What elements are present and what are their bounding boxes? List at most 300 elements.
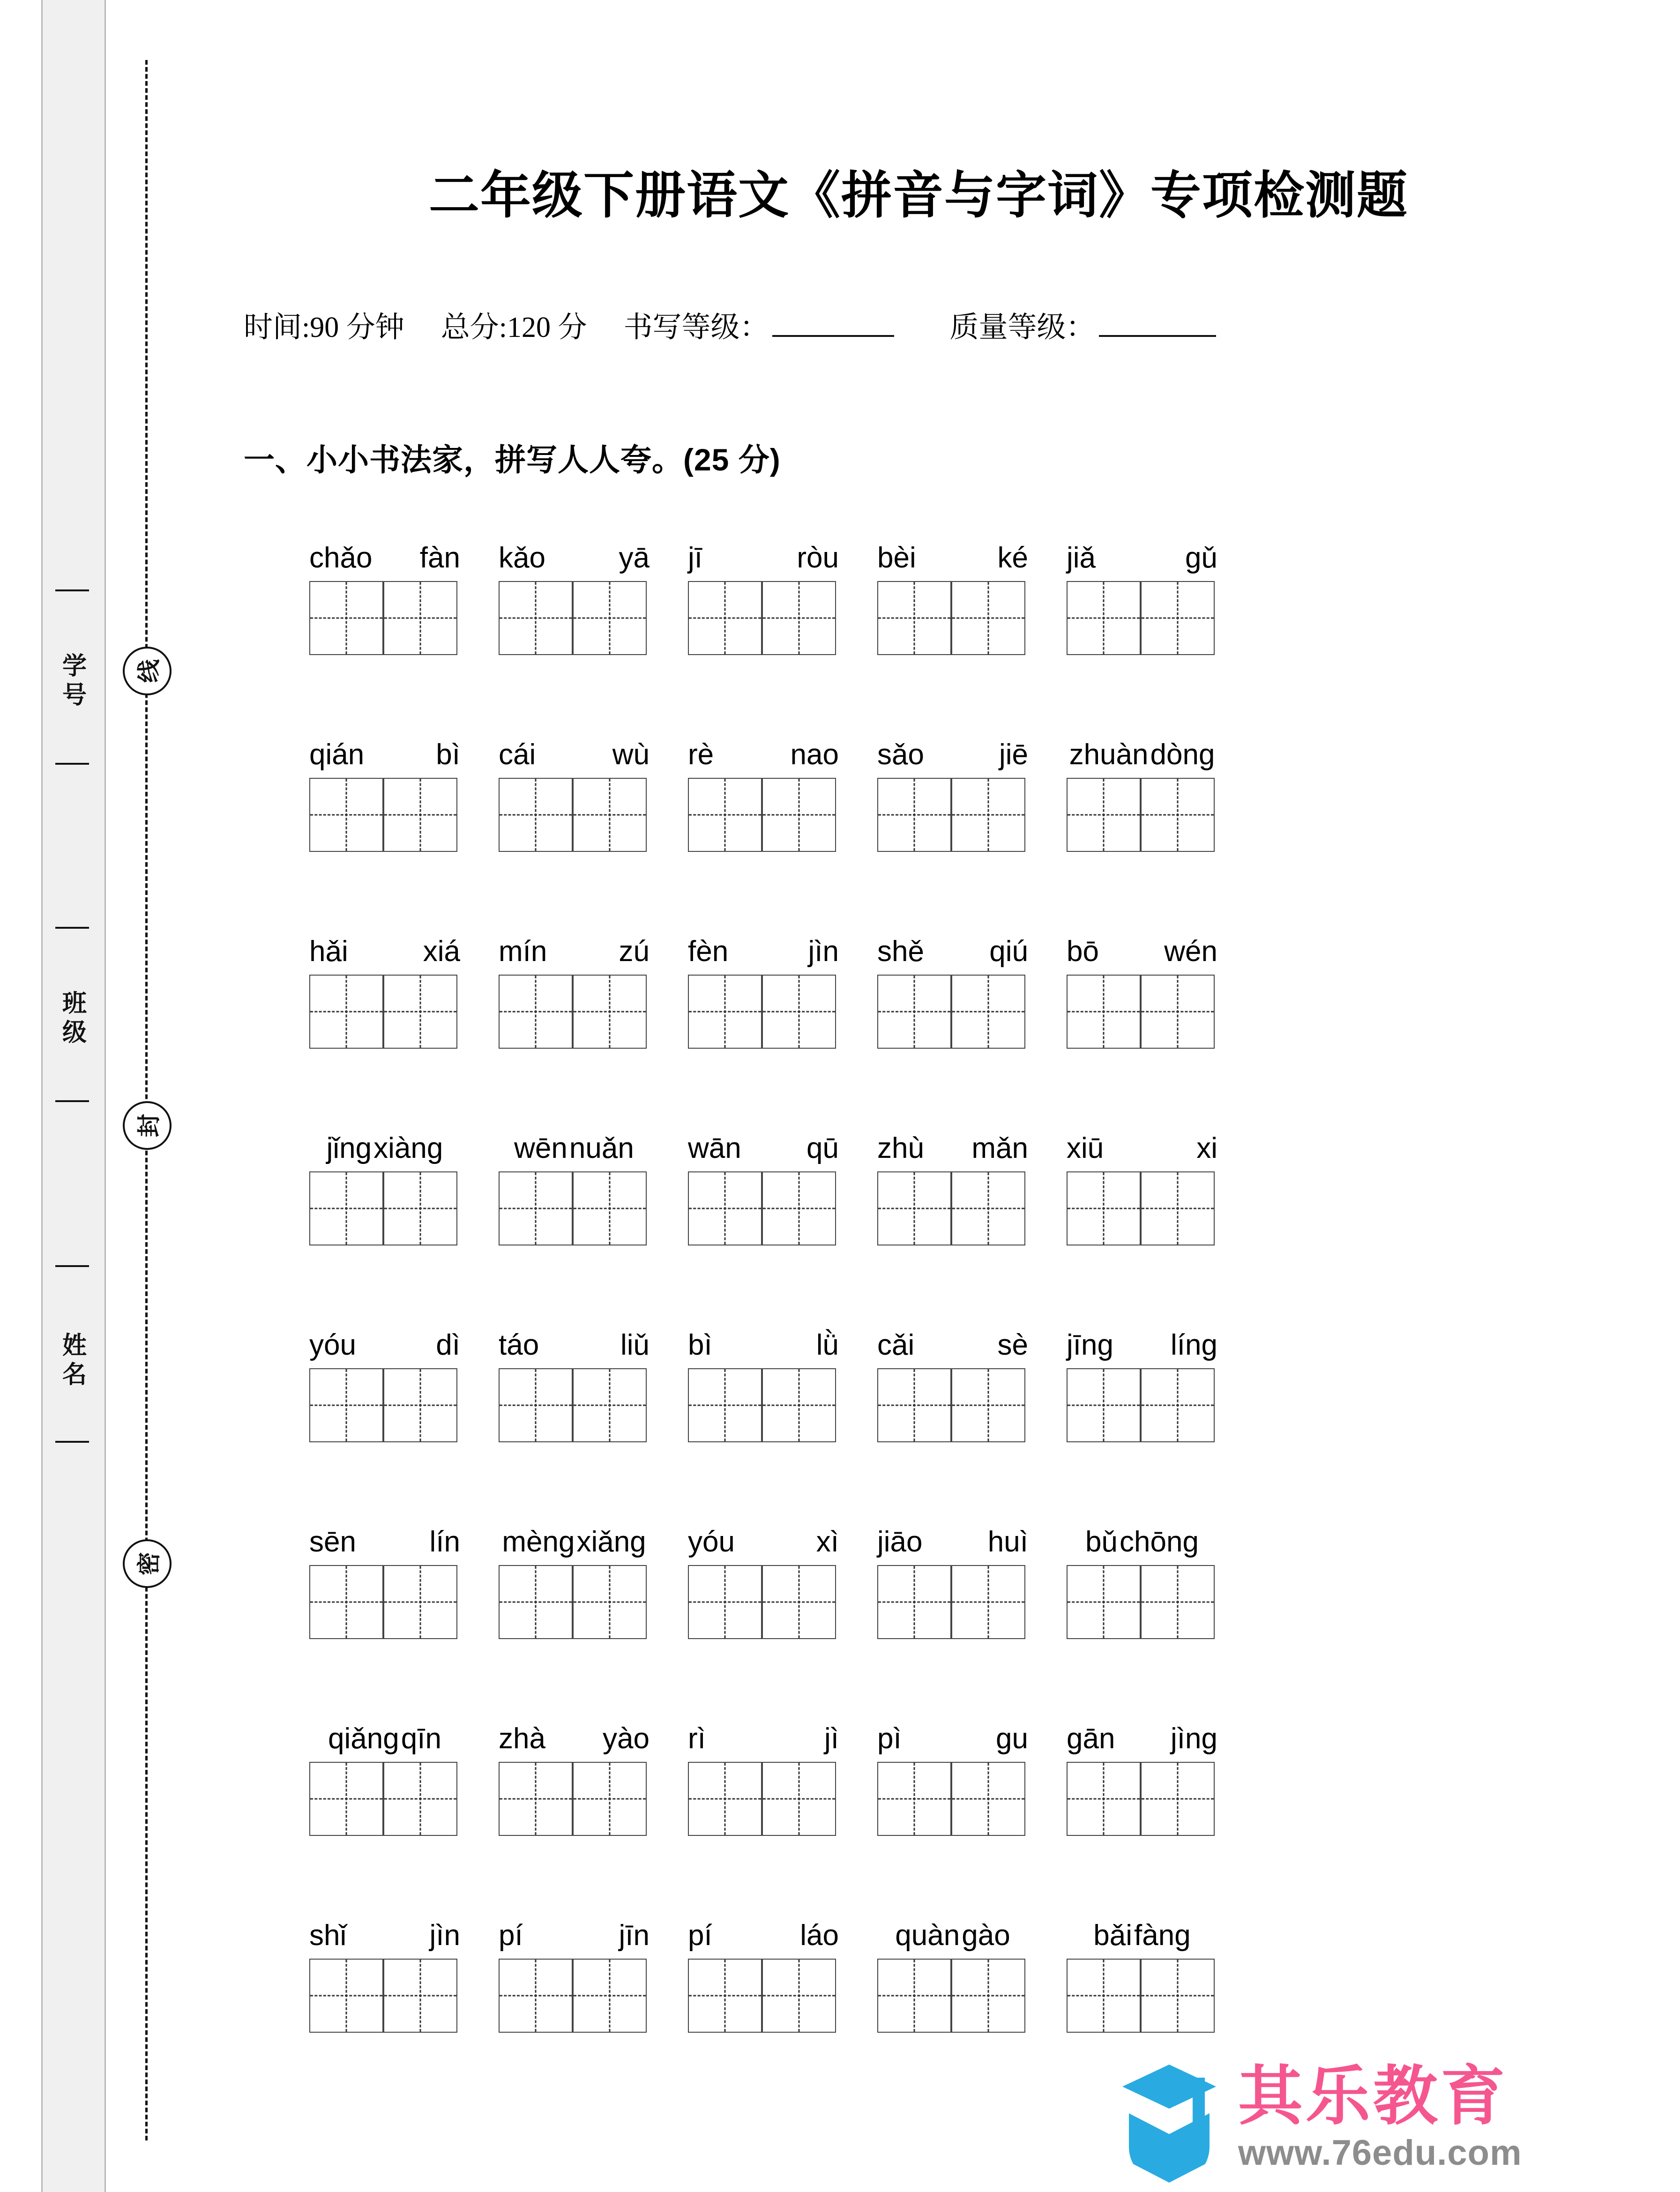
tianzige-cell[interactable] — [499, 1368, 573, 1442]
pinyin-syllable: nao — [790, 738, 839, 771]
pinyin-syllable: qū — [806, 1132, 839, 1164]
worksheet-page — [202, 0, 1654, 2192]
tianzige-box[interactable] — [1067, 1762, 1217, 1836]
tianzige-cell[interactable] — [383, 1565, 457, 1639]
tianzige-cell[interactable] — [383, 1171, 457, 1245]
pinyin-syllable: hǎi — [309, 935, 348, 968]
pinyin-syllable: ké — [997, 542, 1028, 574]
binding-strip — [41, 0, 106, 2192]
tianzige-cell[interactable] — [762, 1959, 836, 2033]
pinyin-syllable: yóu — [309, 1329, 356, 1361]
tianzige-cell[interactable] — [762, 1171, 836, 1245]
pinyin-label — [309, 529, 460, 576]
pinyin-syllable: jìn — [429, 1919, 460, 1952]
pinyin-syllable: líng — [1171, 1329, 1217, 1361]
tianzige-cell[interactable] — [762, 581, 836, 655]
pinyin-syllable: mǎn — [971, 1132, 1028, 1164]
tianzige-box[interactable] — [1067, 1565, 1217, 1639]
word-group — [1067, 1120, 1217, 1245]
pinyin-label — [877, 923, 1028, 970]
tianzige-cell[interactable] — [762, 1565, 836, 1639]
word-group — [1067, 1514, 1217, 1639]
pinyin-syllable: fàn — [419, 542, 460, 574]
tianzige-cell[interactable] — [309, 1368, 383, 1442]
tianzige-cell[interactable] — [1067, 581, 1141, 655]
pinyin-syllable: qiú — [989, 935, 1028, 968]
tianzige-cell[interactable] — [1141, 975, 1215, 1049]
pinyin-label — [499, 1120, 650, 1167]
pinyin-label — [309, 1710, 460, 1757]
tianzige-box[interactable] — [309, 581, 460, 655]
tianzige-cell[interactable] — [951, 1171, 1025, 1245]
exercise-row — [202, 923, 1654, 1120]
seal-dashed-line — [145, 60, 148, 2140]
tianzige-box[interactable] — [877, 1762, 1028, 1836]
pinyin-syllable: xiǎng — [576, 1526, 646, 1558]
pinyin-label — [877, 1710, 1028, 1757]
pinyin-syllable: jiāo — [877, 1526, 923, 1558]
tianzige-box[interactable] — [309, 1171, 460, 1245]
tianzige-cell[interactable] — [1141, 778, 1215, 852]
tianzige-cell[interactable] — [1067, 1959, 1141, 2033]
tianzige-cell[interactable] — [499, 778, 573, 852]
pinyin-label — [1067, 529, 1217, 576]
pinyin-syllable: bǎi — [1093, 1919, 1133, 1952]
word-group — [499, 923, 650, 1049]
pinyin-label — [688, 1317, 839, 1364]
tianzige-cell[interactable] — [383, 581, 457, 655]
quality-grade-label: 质量等级： — [949, 312, 1095, 343]
tianzige-box[interactable] — [309, 1959, 460, 2033]
tianzige-cell[interactable] — [1141, 1368, 1215, 1442]
pinyin-syllable: kǎo — [499, 542, 545, 574]
pinyin-syllable: nuǎn — [569, 1132, 634, 1164]
tianzige-cell[interactable] — [951, 1368, 1025, 1442]
tianzige-cell[interactable] — [762, 1762, 836, 1836]
pinyin-label — [877, 726, 1028, 773]
pinyin-syllable: qīn — [401, 1722, 441, 1755]
logo-text-block — [1238, 2060, 1522, 2173]
tianzige-cell[interactable] — [1067, 1368, 1141, 1442]
pinyin-label — [877, 1120, 1028, 1167]
tianzige-cell[interactable] — [688, 581, 762, 655]
tianzige-cell[interactable] — [309, 1762, 383, 1836]
sidebar-label-name: 姓名 — [58, 1332, 86, 1390]
pinyin-label — [499, 923, 650, 970]
word-group — [688, 1907, 839, 2033]
pinyin-syllable: gào — [962, 1919, 1010, 1952]
tianzige-cell[interactable] — [1067, 778, 1141, 852]
pinyin-syllable: mín — [499, 935, 547, 968]
logo-website-url: www.76edu.com — [1238, 2132, 1522, 2173]
tianzige-cell[interactable] — [951, 975, 1025, 1049]
seal-char-mi: 密 — [123, 1539, 172, 1588]
quality-grade-field[interactable] — [1099, 332, 1216, 337]
pinyin-syllable: bì — [688, 1329, 712, 1361]
tianzige-cell[interactable] — [1067, 1762, 1141, 1836]
pinyin-label — [499, 529, 650, 576]
word-group — [499, 726, 650, 852]
tianzige-cell[interactable] — [1067, 1171, 1141, 1245]
pinyin-label — [1067, 1907, 1217, 1954]
pinyin-syllable: jiǎ — [1067, 542, 1096, 574]
tianzige-box[interactable] — [1067, 1368, 1217, 1442]
writing-grade-field[interactable] — [772, 332, 894, 337]
tianzige-box[interactable] — [499, 778, 650, 852]
sidebar-rule — [55, 1441, 89, 1443]
pinyin-syllable: cǎi — [877, 1329, 915, 1361]
tianzige-cell[interactable] — [499, 1565, 573, 1639]
pinyin-syllable: jì — [824, 1722, 839, 1755]
pinyin-label — [688, 726, 839, 773]
pinyin-syllable: jīng — [1067, 1329, 1113, 1361]
pinyin-syllable: yào — [603, 1722, 650, 1755]
tianzige-cell[interactable] — [1141, 1959, 1215, 2033]
pinyin-syllable: shě — [877, 935, 924, 968]
tianzige-cell[interactable] — [762, 975, 836, 1049]
pinyin-syllable: jīn — [619, 1919, 650, 1952]
tianzige-box[interactable] — [1067, 1171, 1217, 1245]
tianzige-cell[interactable] — [1141, 1565, 1215, 1639]
tianzige-cell[interactable] — [499, 1959, 573, 2033]
tianzige-box[interactable] — [309, 1565, 460, 1639]
seal-char-feng: 封 — [123, 1101, 172, 1150]
tianzige-cell[interactable] — [877, 1762, 951, 1836]
word-group — [1067, 1710, 1217, 1836]
tianzige-cell[interactable] — [877, 1565, 951, 1639]
tianzige-cell[interactable] — [688, 975, 762, 1049]
tianzige-cell[interactable] — [951, 778, 1025, 852]
pinyin-syllable: jī — [688, 542, 702, 574]
tianzige-cell[interactable] — [383, 975, 457, 1049]
pinyin-label — [1067, 1514, 1217, 1560]
pinyin-label — [688, 1120, 839, 1167]
pinyin-syllable: mèng — [502, 1526, 575, 1558]
pinyin-syllable: bì — [436, 738, 460, 771]
tianzige-box[interactable] — [1067, 975, 1217, 1049]
word-group — [309, 1710, 460, 1836]
seal-char-xian: 线 — [123, 647, 172, 695]
pinyin-label — [877, 529, 1028, 576]
word-group — [877, 1514, 1028, 1639]
pinyin-label — [688, 1907, 839, 1954]
tianzige-box[interactable] — [499, 1762, 650, 1836]
tianzige-cell[interactable] — [1141, 1171, 1215, 1245]
pinyin-syllable: pì — [877, 1722, 902, 1755]
tianzige-box[interactable] — [688, 1171, 839, 1245]
logo-brand-name: 其乐教育 — [1238, 2060, 1508, 2133]
tianzige-cell[interactable] — [573, 1959, 647, 2033]
word-group — [1067, 1907, 1217, 2033]
tianzige-cell[interactable] — [688, 1959, 762, 2033]
word-group — [877, 726, 1028, 852]
pinyin-syllable: yā — [619, 542, 650, 574]
sidebar-rule — [55, 1265, 89, 1267]
tianzige-box[interactable] — [1067, 1959, 1217, 2033]
word-group — [688, 1120, 839, 1245]
tianzige-cell[interactable] — [499, 975, 573, 1049]
pinyin-syllable: sǎo — [877, 738, 924, 771]
pinyin-syllable: rè — [688, 738, 714, 771]
word-group — [309, 529, 460, 655]
pinyin-syllable: wān — [688, 1132, 741, 1164]
word-group — [1067, 726, 1217, 852]
watermark-logo — [1122, 2048, 1675, 2188]
tianzige-box[interactable] — [499, 1368, 650, 1442]
pinyin-syllable: chōng — [1120, 1526, 1199, 1558]
word-group — [499, 1907, 650, 2033]
cap-body-shape — [1129, 2113, 1210, 2183]
tianzige-box[interactable] — [877, 778, 1028, 852]
pinyin-syllable: sēn — [309, 1526, 356, 1558]
word-group — [688, 923, 839, 1049]
sidebar-rule — [55, 589, 89, 591]
tianzige-box[interactable] — [877, 1565, 1028, 1639]
tianzige-box[interactable] — [1067, 581, 1217, 655]
exam-time: 时间:90 分钟 — [244, 312, 404, 343]
pinyin-syllable: táo — [499, 1329, 539, 1361]
pinyin-syllable: bèi — [877, 542, 916, 574]
pinyin-syllable: xiū — [1067, 1132, 1104, 1164]
word-group — [1067, 529, 1217, 655]
tianzige-box[interactable] — [877, 1959, 1028, 2033]
word-group — [309, 1907, 460, 2033]
pinyin-label — [1067, 923, 1217, 970]
pinyin-syllable: rì — [688, 1722, 706, 1755]
tianzige-cell[interactable] — [951, 1762, 1025, 1836]
tianzige-cell[interactable] — [383, 1762, 457, 1836]
pinyin-label — [499, 1710, 650, 1757]
tianzige-box[interactable] — [499, 1959, 650, 2033]
pinyin-syllable: qiǎng — [328, 1722, 399, 1755]
pinyin-syllable: sè — [997, 1329, 1028, 1361]
tianzige-box[interactable] — [877, 1171, 1028, 1245]
tianzige-box[interactable] — [309, 975, 460, 1049]
pinyin-syllable: zhà — [499, 1722, 545, 1755]
tianzige-cell[interactable] — [499, 1171, 573, 1245]
tianzige-box[interactable] — [688, 1762, 839, 1836]
pinyin-label — [688, 1710, 839, 1757]
tianzige-cell[interactable] — [762, 778, 836, 852]
sidebar-label-student-number: 学号 — [58, 653, 86, 711]
pinyin-syllable: bǔ — [1085, 1526, 1118, 1558]
pinyin-syllable: fàng — [1134, 1919, 1191, 1952]
word-group — [688, 726, 839, 852]
word-group — [499, 1317, 650, 1442]
word-group — [309, 923, 460, 1049]
pinyin-label — [499, 1907, 650, 1954]
pinyin-syllable: bō — [1067, 935, 1099, 968]
tianzige-cell[interactable] — [573, 1565, 647, 1639]
pinyin-syllable: shǐ — [309, 1919, 347, 1952]
tianzige-cell[interactable] — [573, 778, 647, 852]
tianzige-box[interactable] — [688, 778, 839, 852]
exam-meta-row — [244, 304, 1603, 345]
tianzige-cell[interactable] — [1141, 1762, 1215, 1836]
pinyin-syllable: lín — [429, 1526, 460, 1558]
pinyin-label — [688, 923, 839, 970]
graduation-cap-icon — [1122, 2062, 1228, 2174]
pinyin-label — [309, 726, 460, 773]
tianzige-box[interactable] — [688, 581, 839, 655]
tianzige-cell[interactable] — [1067, 1565, 1141, 1639]
pinyin-label — [309, 1120, 460, 1167]
tianzige-box[interactable] — [877, 581, 1028, 655]
tianzige-cell[interactable] — [877, 975, 951, 1049]
word-group — [1067, 1317, 1217, 1442]
sidebar-rule — [55, 763, 89, 765]
tianzige-box[interactable] — [309, 1368, 460, 1442]
tianzige-cell[interactable] — [877, 1171, 951, 1245]
sidebar-rule — [55, 927, 89, 929]
pinyin-syllable: jìng — [1171, 1722, 1217, 1755]
tianzige-box[interactable] — [1067, 778, 1217, 852]
tianzige-box[interactable] — [499, 975, 650, 1049]
pinyin-syllable: lǜ — [816, 1329, 839, 1361]
pinyin-syllable: yóu — [688, 1526, 735, 1558]
pinyin-syllable: qián — [309, 738, 365, 771]
pinyin-label — [499, 1514, 650, 1560]
word-group — [877, 923, 1028, 1049]
pinyin-label — [309, 1317, 460, 1364]
pinyin-syllable: dòng — [1150, 738, 1215, 771]
section-one-heading: 一、小小书法家，拼写人人夸。(25 分) — [244, 442, 781, 477]
writing-grade-label: 书写等级： — [623, 312, 769, 343]
word-group — [499, 1120, 650, 1245]
tianzige-cell[interactable] — [573, 975, 647, 1049]
tianzige-box[interactable] — [688, 1959, 839, 2033]
tianzige-box[interactable] — [688, 975, 839, 1049]
exercise-rows — [202, 529, 1654, 2104]
word-group — [309, 1317, 460, 1442]
tianzige-box[interactable] — [499, 581, 650, 655]
tianzige-cell[interactable] — [688, 1171, 762, 1245]
word-group — [688, 1514, 839, 1639]
pinyin-syllable: chǎo — [309, 542, 373, 574]
pinyin-label — [499, 726, 650, 773]
tianzige-cell[interactable] — [499, 581, 573, 655]
tianzige-cell[interactable] — [309, 975, 383, 1049]
pinyin-syllable: gān — [1067, 1722, 1115, 1755]
exam-total-score: 总分:120 分 — [441, 312, 587, 343]
word-group — [309, 726, 460, 852]
tianzige-cell[interactable] — [383, 1368, 457, 1442]
pinyin-syllable: zú — [619, 935, 650, 968]
tianzige-cell[interactable] — [573, 1762, 647, 1836]
tianzige-cell[interactable] — [877, 1368, 951, 1442]
sidebar-rule — [55, 1100, 89, 1102]
tianzige-cell[interactable] — [688, 778, 762, 852]
word-group — [877, 529, 1028, 655]
tianzige-cell[interactable] — [688, 1565, 762, 1639]
pinyin-label — [1067, 726, 1217, 773]
pinyin-label — [877, 1317, 1028, 1364]
tianzige-cell[interactable] — [688, 1762, 762, 1836]
word-group — [309, 1514, 460, 1639]
tianzige-cell[interactable] — [499, 1762, 573, 1836]
word-group — [877, 1907, 1028, 2033]
page-title: 二年级下册语文《拼音与字词》专项检测题 — [428, 168, 1408, 224]
tianzige-cell[interactable] — [688, 1368, 762, 1442]
pinyin-syllable: xiàng — [373, 1132, 443, 1164]
word-group — [877, 1710, 1028, 1836]
pinyin-syllable: pí — [499, 1919, 523, 1952]
tianzige-box[interactable] — [499, 1171, 650, 1245]
tianzige-cell[interactable] — [573, 1171, 647, 1245]
tianzige-cell[interactable] — [762, 1368, 836, 1442]
tianzige-cell[interactable] — [309, 1565, 383, 1639]
tianzige-box[interactable] — [309, 1762, 460, 1836]
tianzige-cell[interactable] — [309, 1171, 383, 1245]
tianzige-cell[interactable] — [309, 778, 383, 852]
tianzige-box[interactable] — [877, 975, 1028, 1049]
word-group — [499, 1710, 650, 1836]
tianzige-cell[interactable] — [1141, 581, 1215, 655]
tianzige-box[interactable] — [309, 778, 460, 852]
exercise-row — [202, 1317, 1654, 1514]
tianzige-cell[interactable] — [877, 778, 951, 852]
tianzige-box[interactable] — [688, 1565, 839, 1639]
pinyin-syllable: wén — [1164, 935, 1217, 968]
tianzige-cell[interactable] — [951, 581, 1025, 655]
pinyin-label — [309, 1514, 460, 1560]
tianzige-cell[interactable] — [383, 1959, 457, 2033]
pinyin-syllable: xiá — [423, 935, 460, 968]
pinyin-label — [309, 1907, 460, 1954]
pinyin-syllable: wù — [612, 738, 650, 771]
pinyin-syllable: huì — [987, 1526, 1028, 1558]
pinyin-syllable: zhuàn — [1069, 738, 1149, 771]
pinyin-syllable: zhù — [877, 1132, 924, 1164]
word-group — [877, 1317, 1028, 1442]
word-group — [309, 1120, 460, 1245]
pinyin-syllable: xì — [816, 1526, 839, 1558]
tianzige-cell[interactable] — [877, 581, 951, 655]
pinyin-label — [688, 529, 839, 576]
tianzige-box[interactable] — [688, 1368, 839, 1442]
pinyin-label — [1067, 1317, 1217, 1364]
pinyin-syllable: cái — [499, 738, 536, 771]
tianzige-box[interactable] — [499, 1565, 650, 1639]
pinyin-syllable: xi — [1196, 1132, 1217, 1164]
tianzige-cell[interactable] — [309, 581, 383, 655]
pinyin-label — [499, 1317, 650, 1364]
tianzige-cell[interactable] — [573, 581, 647, 655]
pinyin-syllable: ròu — [797, 542, 839, 574]
pinyin-label — [688, 1514, 839, 1560]
pinyin-syllable: gǔ — [1185, 542, 1217, 574]
pinyin-syllable: pí — [688, 1919, 712, 1952]
word-group — [499, 529, 650, 655]
pinyin-label — [1067, 1710, 1217, 1757]
word-group — [688, 529, 839, 655]
pinyin-syllable: láo — [800, 1919, 839, 1952]
tianzige-box[interactable] — [877, 1368, 1028, 1442]
tianzige-cell[interactable] — [383, 778, 457, 852]
tianzige-cell[interactable] — [1067, 975, 1141, 1049]
tianzige-cell[interactable] — [877, 1959, 951, 2033]
tianzige-cell[interactable] — [951, 1959, 1025, 2033]
pinyin-label — [309, 923, 460, 970]
pinyin-syllable: fèn — [688, 935, 729, 968]
word-group — [1067, 923, 1217, 1049]
word-group — [877, 1120, 1028, 1245]
pinyin-syllable: gu — [996, 1722, 1028, 1755]
tianzige-cell[interactable] — [951, 1565, 1025, 1639]
tianzige-cell[interactable] — [573, 1368, 647, 1442]
tianzige-cell[interactable] — [309, 1959, 383, 2033]
pinyin-syllable: jǐng — [326, 1132, 372, 1164]
